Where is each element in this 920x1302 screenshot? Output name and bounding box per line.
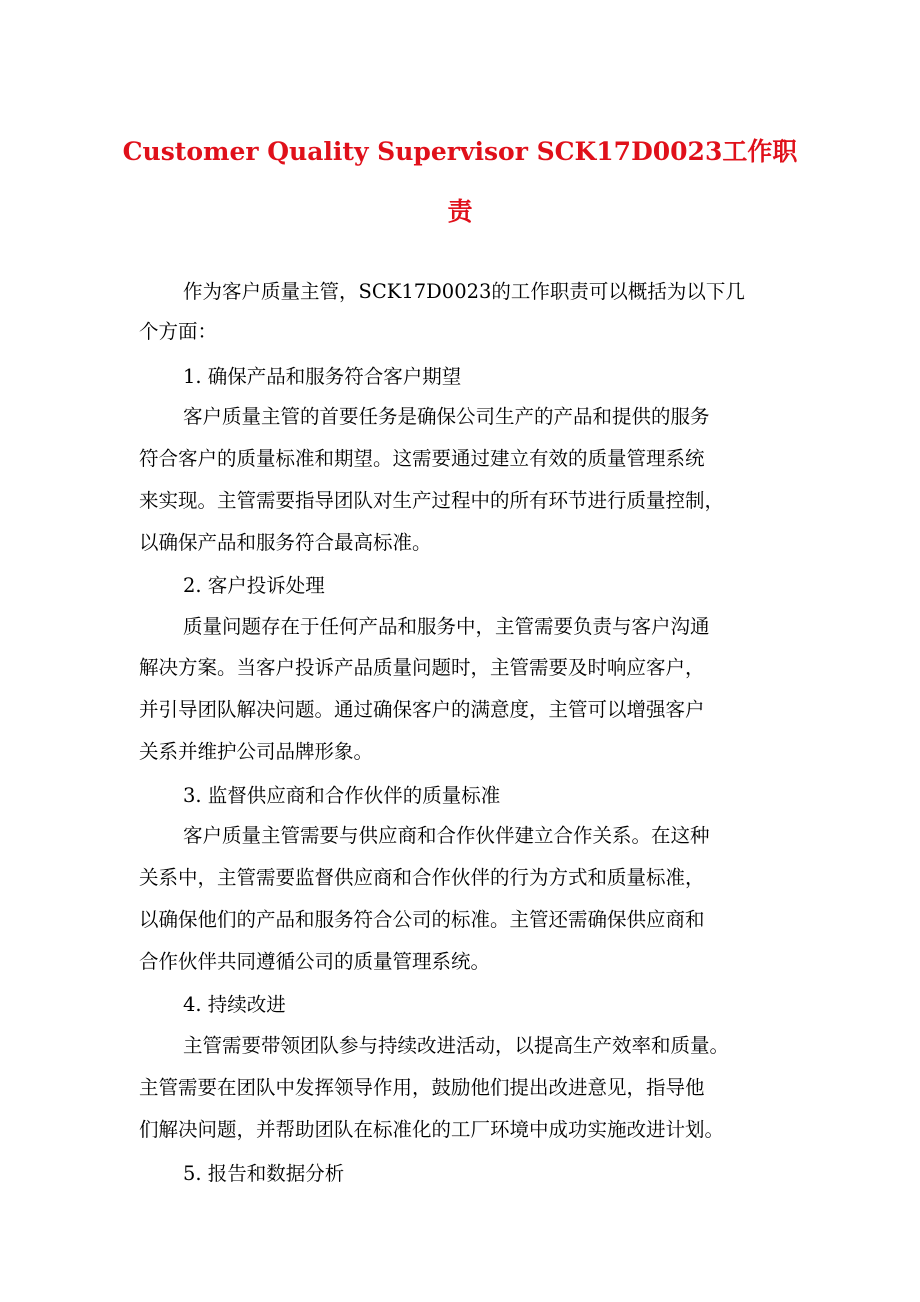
section-4-line-1: 主管需要带领团队参与持续改进活动，以提高生产效率和质量。 xyxy=(183,1034,730,1057)
section-heading-1: 1. 确保产品和服务符合客户期望 xyxy=(183,365,462,388)
section-1-line-1: 客户质量主管的首要任务是确保公司生产的产品和提供的服务 xyxy=(183,405,710,428)
section-4-line-2: 主管需要在团队中发挥领导作用，鼓励他们提出改进意见，指导他 xyxy=(139,1076,705,1099)
section-3-line-1: 客户质量主管需要与供应商和合作伙伴建立合作关系。在这种 xyxy=(183,824,710,847)
section-heading-2: 2. 客户投诉处理 xyxy=(183,574,325,597)
section-2-line-4: 关系并维护公司品牌形象。 xyxy=(139,740,374,763)
intro-line-1: 作为客户质量主管，SCK17D0023的工作职责可以概括为以下几 xyxy=(183,280,745,303)
section-3-line-3: 以确保他们的产品和服务符合公司的标准。主管还需确保供应商和 xyxy=(139,908,705,931)
section-heading-4: 4. 持续改进 xyxy=(183,993,286,1016)
section-1-line-4: 以确保产品和服务符合最高标准。 xyxy=(139,531,432,554)
intro-line-2: 个方面： xyxy=(139,320,218,343)
section-2-line-3: 并引导团队解决问题。通过确保客户的满意度，主管可以增强客户 xyxy=(139,698,705,721)
section-1-line-3: 来实现。主管需要指导团队对生产过程中的所有环节进行质量控制， xyxy=(139,489,725,512)
document-title: Customer Quality Supervisor SCK17D0023工作职 xyxy=(122,137,798,166)
section-3-line-2: 关系中，主管需要监督供应商和合作伙伴的行为方式和质量标准， xyxy=(139,866,705,889)
document-title-continued: 责 xyxy=(447,197,473,226)
section-1-line-2: 符合客户的质量标准和期望。这需要通过建立有效的质量管理系统 xyxy=(139,447,705,470)
section-heading-5: 5. 报告和数据分析 xyxy=(183,1162,345,1185)
section-2-line-2: 解决方案。当客户投诉产品质量问题时，主管需要及时响应客户， xyxy=(139,656,705,679)
section-2-line-1: 质量问题存在于任何产品和服务中，主管需要负责与客户沟通 xyxy=(183,615,710,638)
section-heading-3: 3. 监督供应商和合作伙伴的质量标准 xyxy=(183,784,501,807)
section-3-line-4: 合作伙伴共同遵循公司的质量管理系统。 xyxy=(139,950,491,973)
section-4-line-3: 们解决问题，并帮助团队在标准化的工厂环境中成功实施改进计划。 xyxy=(139,1118,725,1141)
